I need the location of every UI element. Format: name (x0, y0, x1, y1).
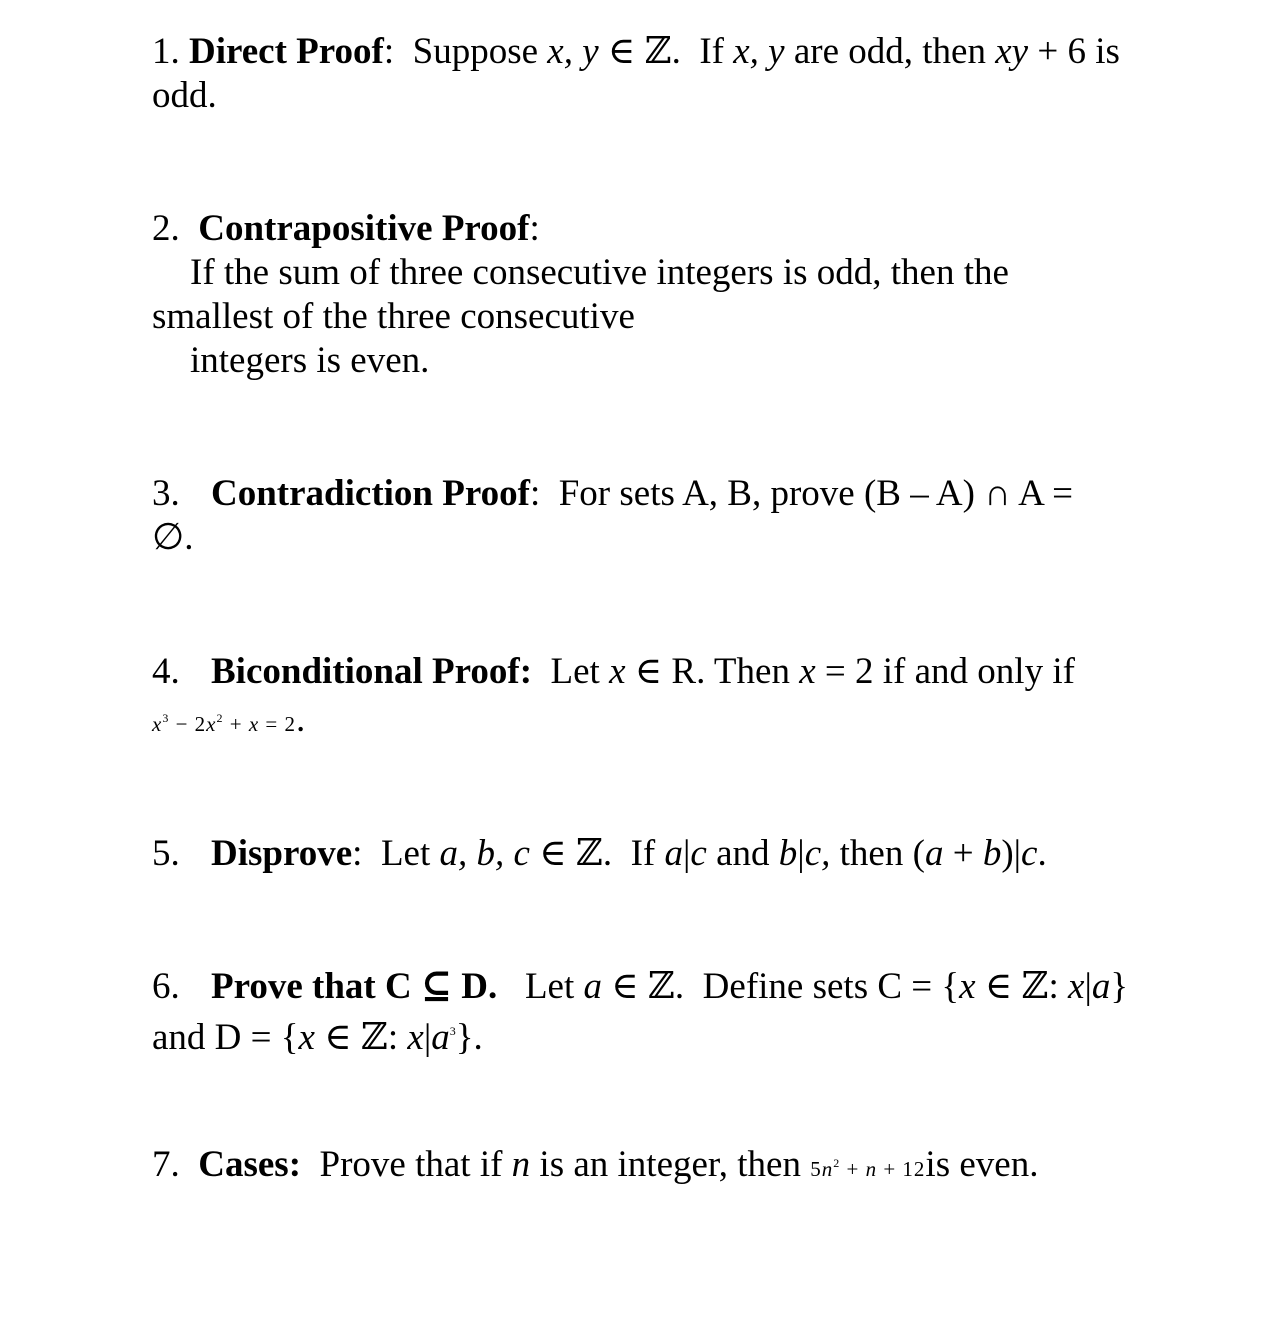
problem-7-line-1: 7. Cases: Prove that if n is an integer, then $5n^2 + n + 12is$ even. (152, 1144, 1039, 1185)
problem-3-line-2: ∅. (152, 517, 194, 558)
problem-7 (152, 1141, 1142, 1191)
problem-2-line-3: integers is even. (190, 340, 430, 381)
problem-6-line-2: and D = {x ∈ ℤ: $x|a^3$}. (152, 1017, 483, 1058)
problem-2 (152, 207, 1142, 383)
problem-4-line-1: 4. Biconditional Proof: Let x ∈ R. Then x = 2 if and only if (152, 651, 1075, 692)
problem-title: Biconditional Proof: (211, 651, 533, 692)
equation: $x^3 - 2x^2 + x = 2$ (152, 711, 297, 736)
problem-4-equation: $x^3 - 2x^2 + x = 2$. (152, 699, 306, 740)
problem-number: 2. (152, 208, 180, 249)
problem-title: Prove that C ⊆ D. (211, 966, 498, 1007)
problem-1-line-1: 1. Direct Proof: Suppose x, y ∈ ℤ. If x, y are odd, then xy + 6 is (152, 31, 1120, 72)
problem-4 (152, 650, 1142, 746)
problem-3 (152, 472, 1142, 560)
problem-number: 1. (152, 31, 180, 72)
expression: $5n^2 + n + 12$ (810, 1156, 926, 1181)
problem-number: 6. (152, 966, 180, 1007)
problem-number: 5. (152, 833, 180, 874)
problem-title: Contrapositive Proof (198, 208, 530, 249)
problem-2-line-2: smallest of the three consecutive (152, 296, 635, 337)
problem-6 (152, 965, 1142, 1060)
problem-title: Disprove (211, 833, 353, 874)
problem-title: Cases: (198, 1144, 302, 1185)
problem-number: 4. (152, 651, 180, 692)
problem-2-heading: 2. Contrapositive Proof: (152, 208, 540, 249)
problem-6-line-1: 6. Prove that C ⊆ D. Let a ∈ ℤ. Define sets C = {x ∈ ℤ: x|a} (152, 966, 1129, 1007)
problem-number: 7. (152, 1144, 180, 1185)
problem-3-line-1: 3. Contradiction Proof: For sets A, B, prove (B – A) ∩ A = (152, 473, 1073, 514)
problem-1 (152, 30, 1142, 118)
problem-5 (152, 832, 1142, 876)
problem-number: 3. (152, 473, 180, 514)
problem-title: Contradiction Proof (211, 473, 530, 514)
problem-1-line-2: odd. (152, 75, 217, 116)
problem-2-line-1: If the sum of three consecutive integers is odd, then the (190, 252, 1009, 293)
problem-title: Direct Proof (189, 31, 384, 72)
problem-5-line-1: 5. Disprove: Let a, b, c ∈ ℤ. If a|c and b|c, then (a + b)|c. (152, 833, 1047, 874)
